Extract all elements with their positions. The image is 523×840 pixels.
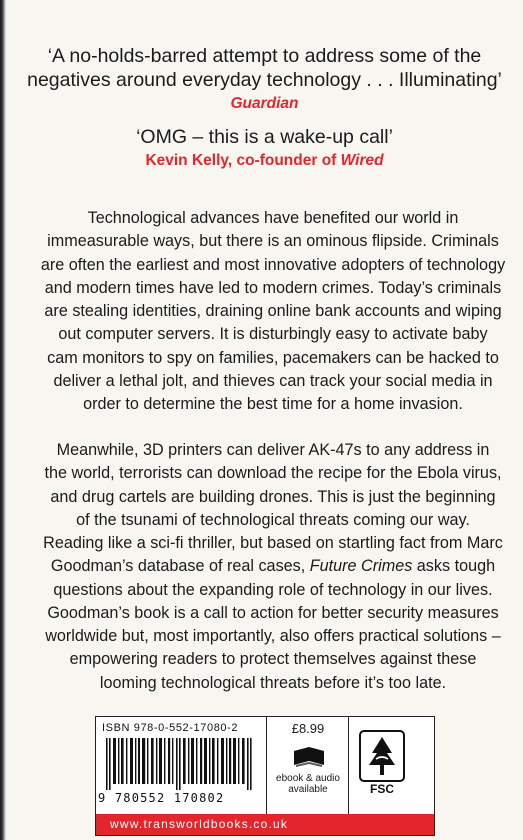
publisher-url[interactable]: www.transworldbooks.co.uk: [96, 814, 434, 835]
panel-divider: [348, 717, 349, 814]
book-title-italic: Future Crimes: [309, 557, 413, 576]
quote-source: Guardian: [230, 95, 299, 112]
para-line: questions about the expanding role of technology in our lives.: [53, 580, 493, 599]
para-line: and modern times have led to modern crimes. Today’s criminals: [44, 278, 502, 297]
para-line: Meanwhile, 3D printers can deliver AK-47s to any address in: [56, 441, 490, 459]
para-line: Reading like a sci-fi thriller, but based on startling fact from Marc: [43, 534, 503, 552]
fsc-label: FSC: [370, 782, 394, 796]
para-line: cam monitors to spy on families, pacemakers can be hacked to: [47, 348, 499, 367]
price-label: £8.99: [291, 721, 325, 736]
para-line: and drug cartels are building drones. This is just the beginning: [50, 487, 496, 506]
ebook-line: available: [288, 784, 328, 795]
para-line: are often the earliest and most innovative adopters of technology: [40, 255, 506, 274]
para-line: immeasurable ways, but there is an ominous flipside. Criminals: [47, 232, 499, 251]
quote-line: negatives around everyday technology . . . Illuminating’: [27, 69, 502, 91]
quote-text: ‘OMG – this is a wake-up call’: [136, 126, 393, 148]
para-line: order to determine the best time for a home invasion.: [83, 395, 463, 414]
fsc-logo-icon: [358, 729, 406, 799]
quote-source: Kevin Kelly, co-founder of Wired: [145, 152, 384, 169]
para-line: Goodman’s book is a call to action for better security measures: [47, 603, 499, 622]
barcode-panel: [95, 716, 435, 836]
para-line: out computer servers. It is disturbingly easy to activate baby: [58, 325, 488, 344]
para-line: looming technological threats before it’s too late.: [99, 673, 447, 692]
para-line: deliver a lethal jolt, and thieves can track your social media in: [53, 372, 493, 391]
isbn-label: ISBN 978-0-552-17080-2: [102, 722, 239, 734]
para-line: worldwide but, most importantly, also offers practical solutions –: [45, 627, 501, 646]
quote-text: [16, 44, 513, 92]
para-line: are stealing identities, draining online bank accounts and wiping: [44, 302, 502, 321]
quote-line: ‘A no-holds-barred attempt to address some of the: [47, 45, 482, 67]
panel-divider: [266, 717, 267, 814]
book-icon: [292, 745, 326, 769]
blurb-paragraph-3: [36, 532, 510, 695]
ebook-audio-note: [269, 773, 347, 795]
blurb-paragraph-1: [36, 207, 510, 417]
barcode-icon: [106, 738, 256, 790]
para-line: the world, terrorists can download the recipe for the Ebola virus,: [44, 464, 502, 483]
para-line: of the tsunami of technological threats coming our way.: [76, 510, 470, 529]
barcode-digits: 9 780552 170802: [98, 791, 225, 805]
ebook-line: ebook & audio: [276, 773, 340, 784]
blurb-paragraph-2: [36, 439, 510, 532]
review-quote-kelly: [16, 125, 513, 170]
review-quote-guardian: [16, 44, 513, 113]
para-line: Goodman’s database of real cases, Future Crimes asks tough: [50, 557, 496, 576]
para-line: empowering readers to protect themselves against these: [69, 650, 477, 669]
spine-edge: [0, 0, 6, 840]
para-line: Technological advances have benefited our world in: [87, 209, 459, 227]
